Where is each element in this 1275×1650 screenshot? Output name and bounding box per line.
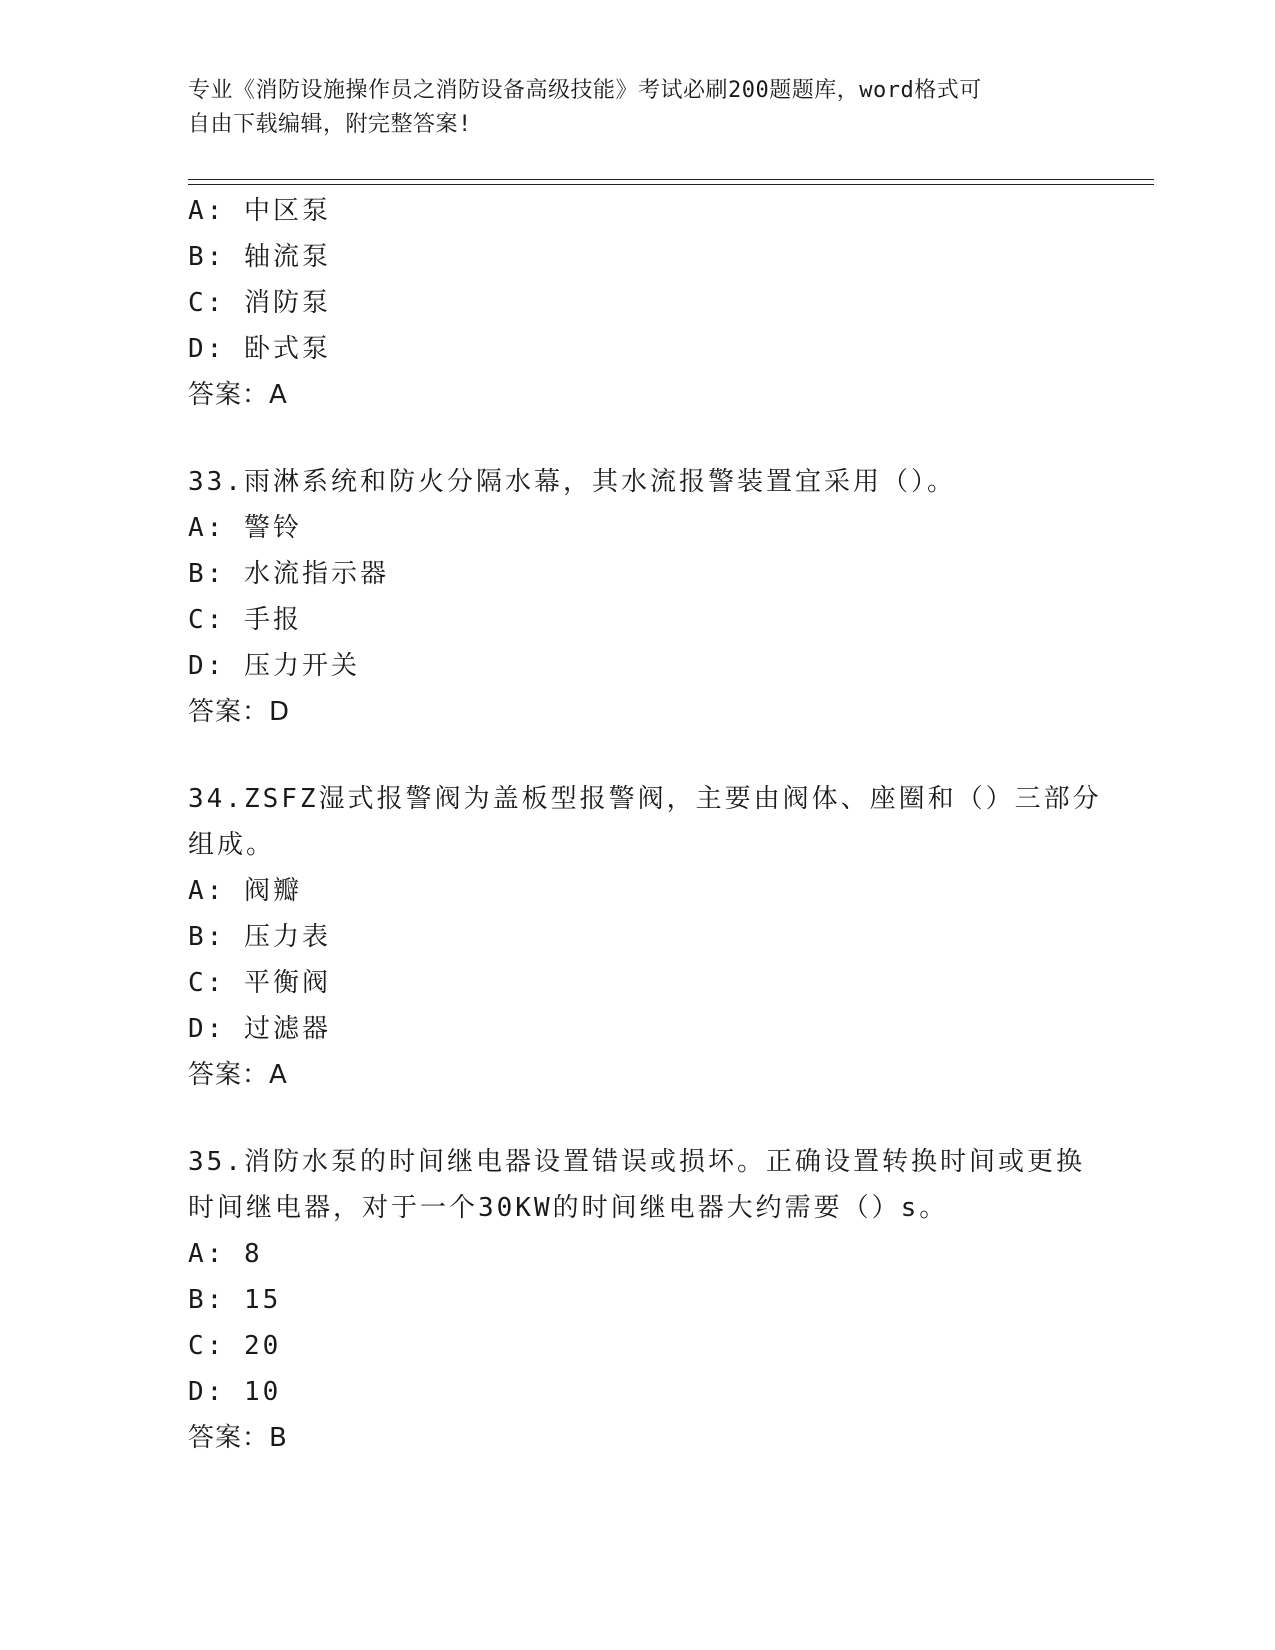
option-a: A: 中区泵 <box>188 196 331 226</box>
option-d: D: 10 <box>188 1377 282 1407</box>
question-text-line-1: 35.消防水泵的时间继电器设置错误或损坏。正确设置转换时间或更换 <box>188 1147 1085 1177</box>
header-divider-top <box>188 179 1154 180</box>
header-divider-bottom <box>188 184 1154 185</box>
question-block-33 <box>188 459 1088 735</box>
question-text: 33.雨淋系统和防火分隔水幕，其水流报警装置宜采用（）。 <box>188 467 956 497</box>
question-block-34 <box>188 776 1102 1098</box>
option-c: C: 20 <box>188 1331 282 1361</box>
option-a: A: 阀瓣 <box>188 876 302 906</box>
question-list <box>188 188 1102 1461</box>
option-a: A: 8 <box>188 1239 263 1269</box>
document-header <box>188 74 1068 142</box>
header-line-2: 自由下载编辑，附完整答案! <box>188 112 472 137</box>
question-text-line-1: 34.ZSFZ湿式报警阀为盖板型报警阀，主要由阀体、座圈和（）三部分 <box>188 784 1102 814</box>
answer-line: 答案：B <box>188 1423 288 1453</box>
option-d: D: 卧式泵 <box>188 334 331 364</box>
option-c: C: 消防泵 <box>188 288 331 318</box>
question-text-line-2: 组成。 <box>188 830 276 860</box>
option-b: B: 轴流泵 <box>188 242 331 272</box>
option-d: D: 压力开关 <box>188 651 360 681</box>
answer-line: 答案：D <box>188 697 291 727</box>
question-block-35 <box>188 1139 1088 1461</box>
option-a: A: 警铃 <box>188 513 302 543</box>
header-line-1: 专业《消防设施操作员之消防设备高级技能》考试必刷200题题库，word格式可 <box>188 78 982 103</box>
answer-line: 答案：A <box>188 380 288 410</box>
question-block-32 <box>188 188 1088 418</box>
answer-line: 答案：A <box>188 1060 288 1090</box>
option-b: B: 15 <box>188 1285 282 1315</box>
option-c: C: 平衡阀 <box>188 968 331 998</box>
question-text-line-2: 时间继电器，对于一个30KW的时间继电器大约需要（）s。 <box>188 1193 949 1223</box>
option-d: D: 过滤器 <box>188 1014 331 1044</box>
option-c: C: 手报 <box>188 605 302 635</box>
option-b: B: 水流指示器 <box>188 559 389 589</box>
option-b: B: 压力表 <box>188 922 331 952</box>
